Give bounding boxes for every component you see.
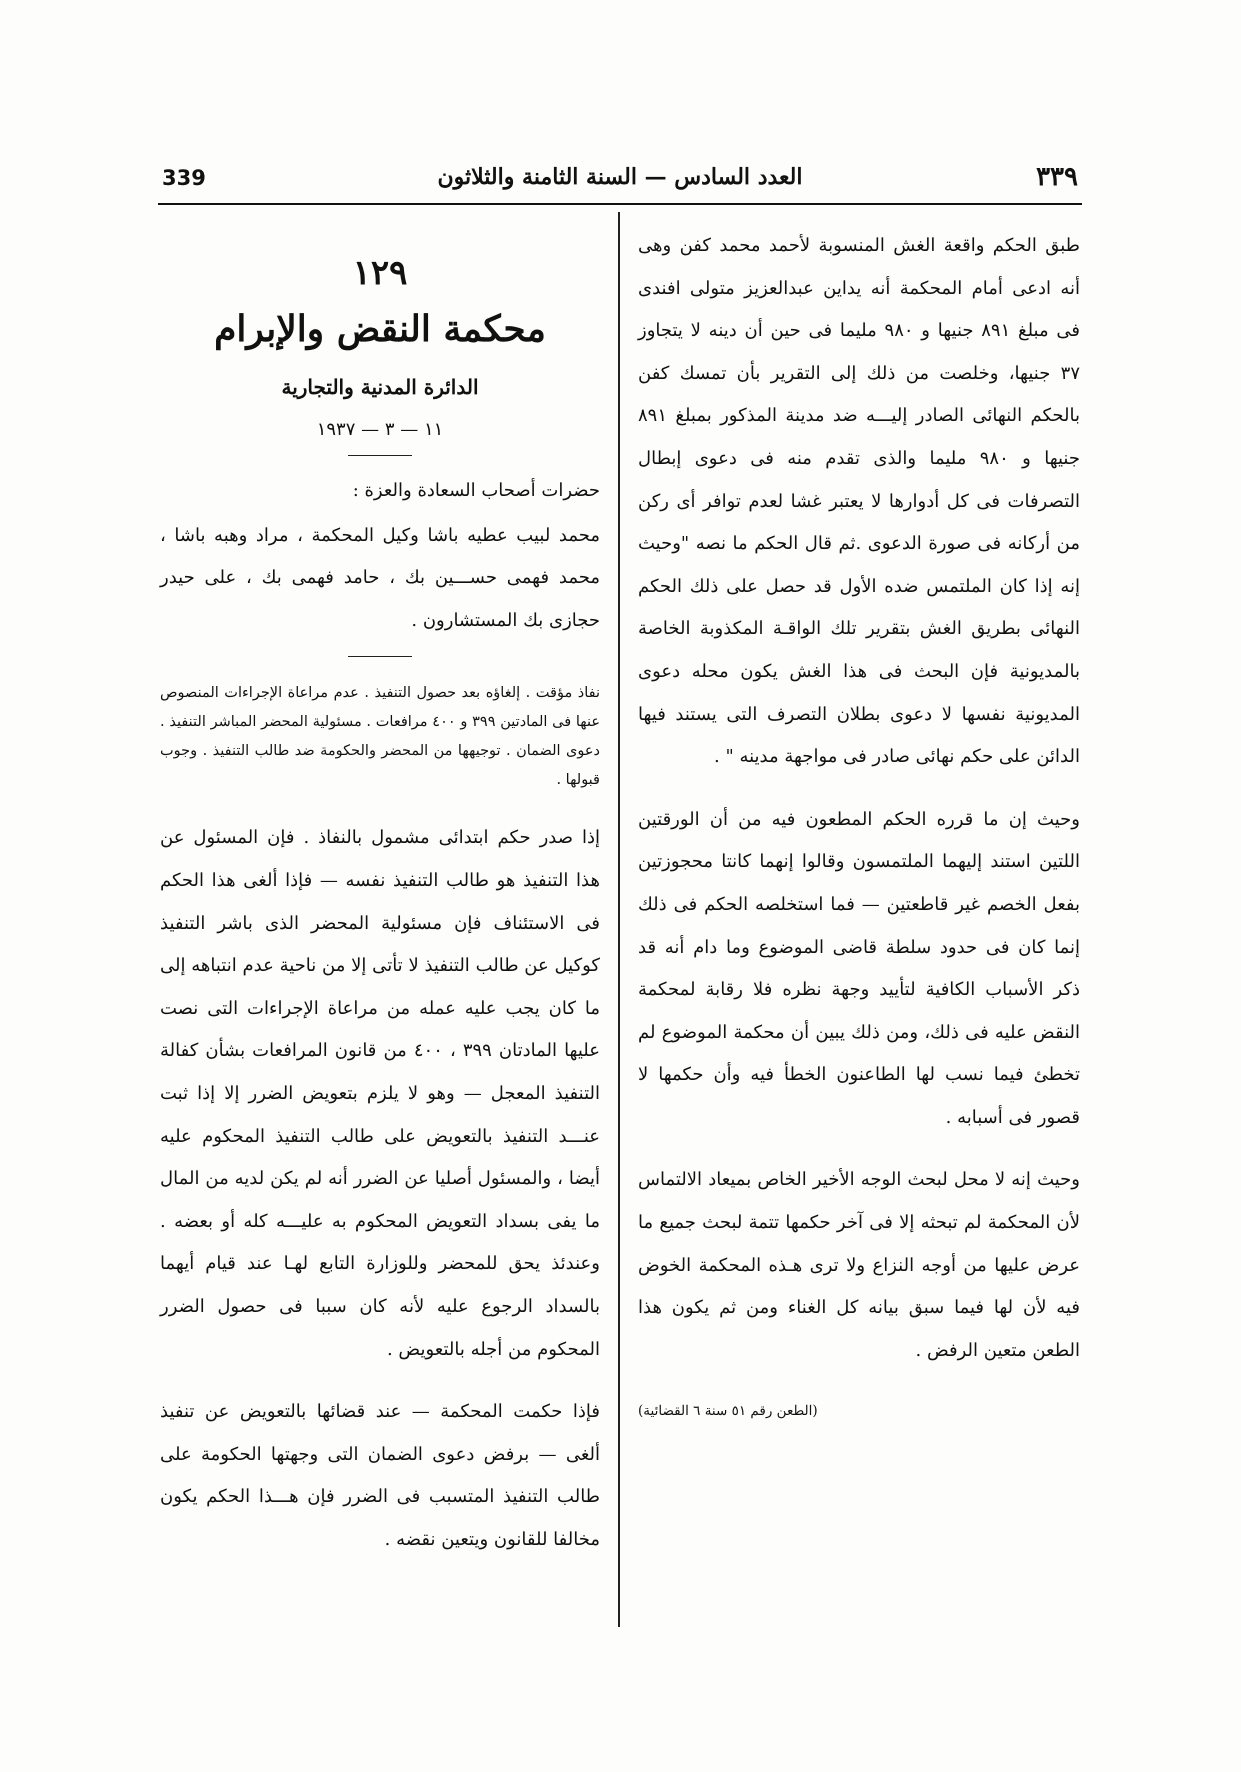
case-reference: (الطعن رقم ٥١ سنة ٦ القضائية) xyxy=(638,1403,818,1420)
case-summary: نفاذ مؤقت . إلغاؤه بعد حصول التنفيذ . عدم مراعاة الإجراءات المنصوص عنها فى المادتين ٣٩٩ و ٤٠٠ مرافعات . مسئولية المحضر المباشر التنفيذ . دعوى الضمان . توجيهها من المحضر والحكومة ضد طالب التنفيذ . وجوب قبولها . xyxy=(160,685,600,789)
body-paragraph: وحيث إنه لا محل لبحث الوجه الأخير الخاص بميعاد الالتماس لأن المحكمة لم تبحثه إلا فى آخر حكمها تتمة لبحث جميع ما عرض عليها من أوجه النزاع ولا ترى هـذه المحكمة الخوض فيه لأن لها فيما سبق بيانه كل الغناء ومن ثم يكون هذا الطعن متعين الرفض . xyxy=(638,1169,1080,1361)
court-name: محكمة النقض والإبرام xyxy=(214,308,546,350)
page-header xyxy=(162,162,1078,208)
legal-principle: فإذا حكمت المحكمة — عند قضائها بالتعويض عن تنفيذ ألغى — برفض دعوى الضمان التى وجهتها الحكومة على طالب التنفيذ المتسبب فى الضرر فإن هـــذا الحكم يكون مخالفا للقانون ويتعين نقضه . xyxy=(160,1401,600,1550)
heading-rule xyxy=(348,455,412,456)
right-column xyxy=(638,225,1080,1424)
judgment-date: ١١ — ٣ — ١٩٣٧ xyxy=(316,419,444,440)
page-number-arabic: ٣٣٩ xyxy=(1036,162,1078,192)
body-paragraph: وحيث إن ما قرره الحكم المطعون فيه من أن الورقتين اللتين استند إليهما الملتمسون وقالوا إنهما كانتا محجوزتين بفعل الخصم غير قاطعتين — فما استخلصه الحكم فى ذلك إنما كان فى حدود سلطة قاضى الموضوع وما دام أنه قد ذكر الأسباب الكافية لتأييد وجهة نظره فلا رقابة لمحكمة النقض عليه فى ذلك، ومن ذلك يبين أن محكمة الموضوع لم تخطئ فيما نسب لها الطاعنون الخطأ فيه وأن حكمها لا قصور فى أسبابه . xyxy=(638,808,1080,1128)
header-rule xyxy=(158,203,1082,205)
attendees-intro: حضرات أصحاب السعادة والعزة : xyxy=(352,480,600,501)
judges-list: محمد لبيب عطيه باشا وكيل المحكمة ، مراد وهبه باشا ، محمد فهمى حســـين بك ، حامد فهمى بك ، على حيدر حجازى بك المستشارون . xyxy=(160,524,600,631)
case-heading xyxy=(160,251,600,456)
body-paragraph: طبق الحكم واقعة الغش المنسوبة لأحمد محمد كفن وهى أنه ادعى أمام المحكمة أنه يداين عبدالعزيز متولى افندى فى مبلغ ٨٩١ جنيها و ٩٨٠ مليما فى حين أن دينه لا يتجاوز ٣٧ جنيها، وخلصت من ذلك إلى التقرير بأن تمسك كفن بالحكم النهائى الصادر إليـــه ضد مدينة المذكور بمبلغ ٨٩١ جنيها و ٩٨٠ مليما والذى تقدم منه فى دعوى إبطال التصرفات فى كل أدوارها لا يعتبر غشا لعدم توافر أى ركن من أركانه فى صورة الدعوى .ثم قال الحكم ما نصه "وحيث إنه إذا كان الملتمس ضده الأول قد حصل على ذلك الحكم النهائى بطريق الغش بتقرير تلك الواقـة المكذوبة الخاصة بالمديونية فإن البحث فى هذا الغش يكون محله دعوى المديونية نفسها لا دعوى بطلان التصرف التى يستند فيها الدائن على حكم نهائى صادر فى مواجهة مدينه " . xyxy=(638,235,1080,768)
legal-principle: إذا صدر حكم ابتدائى مشمول بالنفاذ . فإن المسئول عن هذا التنفيذ هو طالب التنفيذ نفسه — فإذا ألغى هذا الحكم فى الاستئناف فإن مسئولية المحضر الذى باشر التنفيذ كوكيل عن طالب التنفيذ لا تأتى إلا من ناحية عدم انتباهه إلى ما كان يجب عليه عمله من مراعاة الإجراءات التى نصت عليها المادتان ٣٩٩ ، ٤٠٠ من قانون المرافعات بشأن كفالة التنفيذ المعجل — وهو لا يلزم بتعويض الضرر إلا إذا ثبت عنـــد التنفيذ بالتعويض على طالب التنفيذ المحكوم عليه أيضا ، والمسئول أصليا عن الضرر أنه لم يكن لديه من المال ما يفى بسداد التعويض المحكوم به عليـــه كله أو بعضه . وعندئذ يحق للمحضر وللوزارة التابع لهـا عند قيام أيهما بالسداد الرجوع عليه لأنه كان سببا فى حصول الضرر المحكوم من أجله بالتعويض . xyxy=(160,827,600,1360)
column-divider xyxy=(618,212,620,1627)
case-number: ١٢٩ xyxy=(352,253,408,293)
running-title: العدد السادس — السنة الثامنة والثلاثون xyxy=(437,164,803,190)
circuit-name: الدائرة المدنية والتجارية xyxy=(281,375,479,399)
judges-rule xyxy=(348,656,412,657)
page-number-latin: 339 xyxy=(162,166,206,190)
left-column xyxy=(160,225,600,1561)
